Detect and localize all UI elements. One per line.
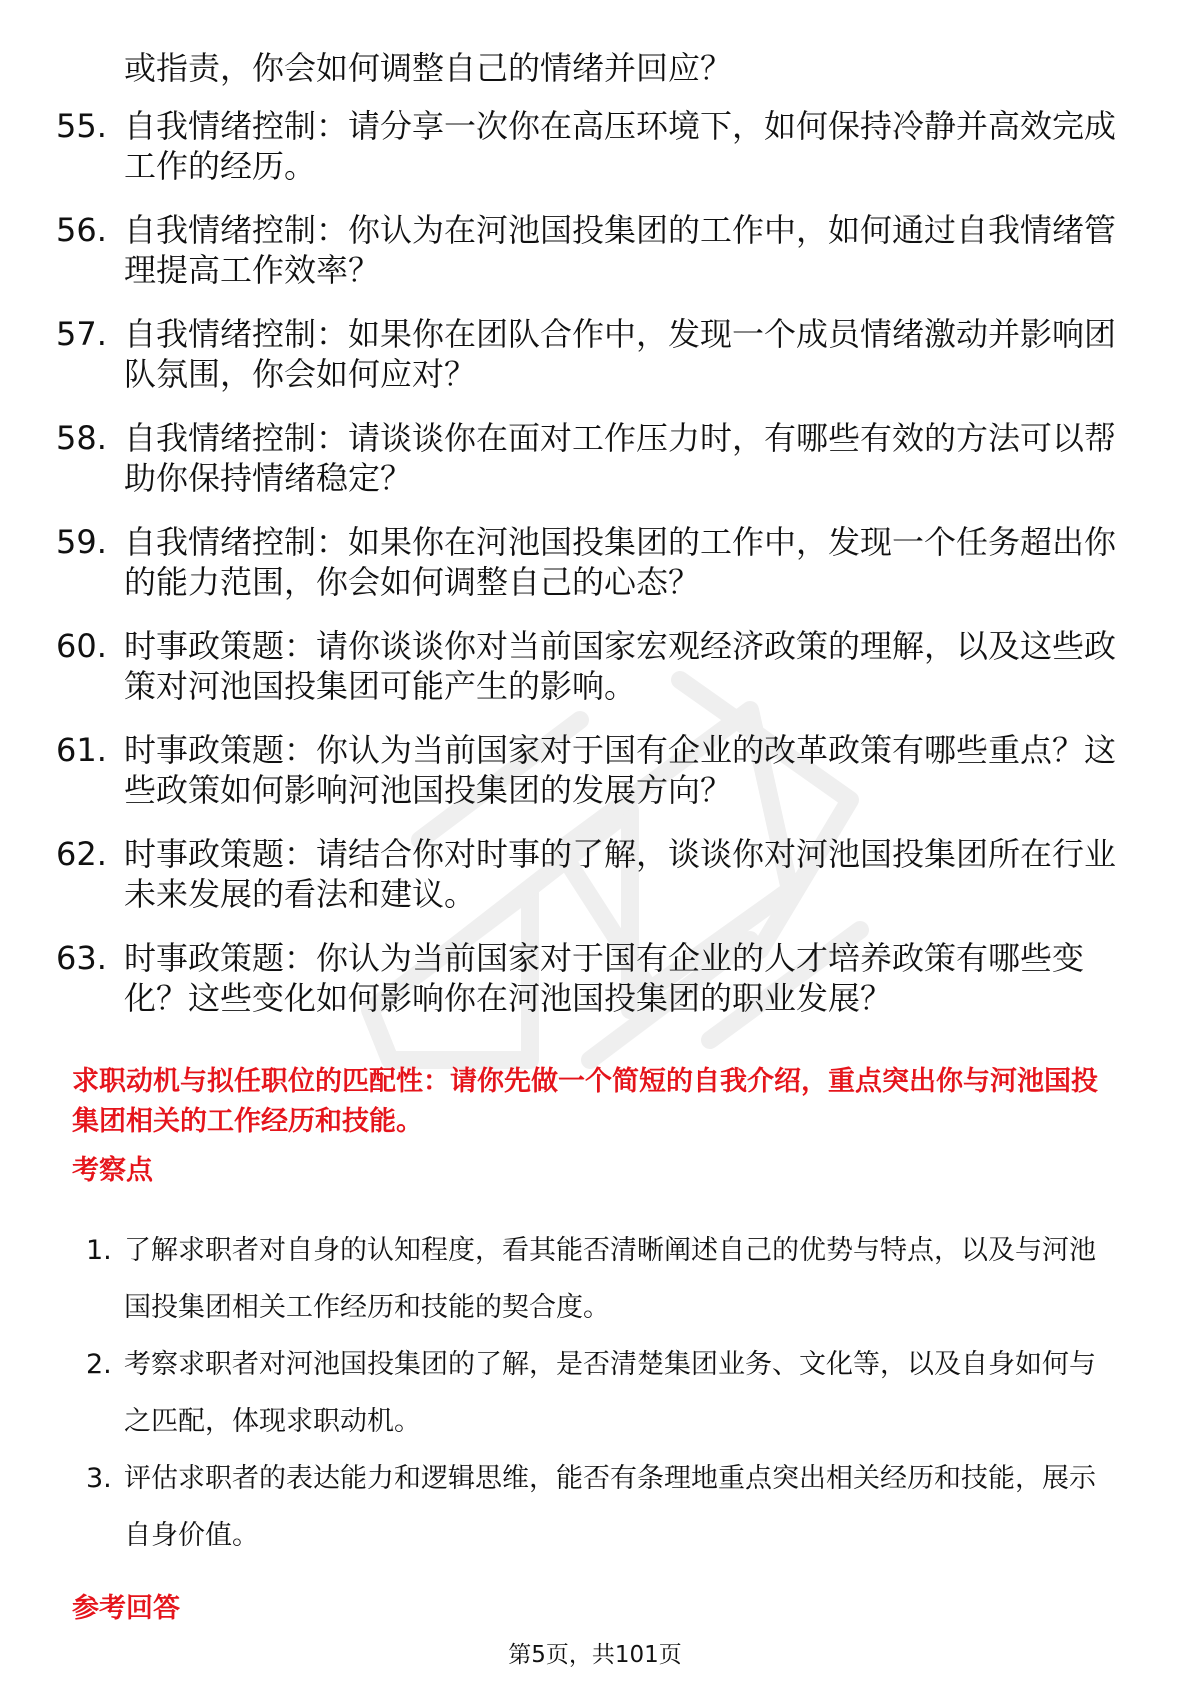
question-number: 63. (56, 939, 107, 977)
point-number: 1. (86, 1235, 112, 1266)
point-item (72, 1222, 1122, 1336)
question-number: 60. (56, 627, 107, 665)
question-text: 自我情绪控制：请分享一次你在高压环境下，如何保持冷静并高效完成工作的经历。 (124, 107, 1117, 185)
question-item-62 (56, 834, 1136, 914)
question-list (56, 48, 1136, 1042)
question-text: 自我情绪控制：请谈谈你在面对工作压力时，有哪些有效的方法可以帮助你保持情绪稳定？ (124, 419, 1117, 497)
question-number: 55. (56, 107, 107, 145)
question-text: 自我情绪控制：你认为在河池国投集团的工作中，如何通过自我情绪管理提高工作效率？ (124, 211, 1117, 289)
point-text: 考察求职者对河池国投集团的了解，是否清楚集团业务、文化等，以及自身如何与之匹配，体现求职动机。 (124, 1349, 1096, 1437)
answer-heading: 参考回答 (72, 1593, 180, 1624)
question-item-56 (56, 210, 1136, 290)
question-text: 时事政策题：请结合你对时事的了解，谈谈你对河池国投集团所在行业未来发展的看法和建议。 (124, 835, 1117, 913)
point-item (72, 1450, 1122, 1564)
page-footer: 第5页，共101页 (508, 1642, 682, 1668)
question-text: 自我情绪控制：如果你在团队合作中，发现一个成员情绪激动并影响团队氛围，你会如何应对？ (124, 315, 1117, 393)
question-number: 59. (56, 523, 107, 561)
question-text: 时事政策题：请你谈谈你对当前国家宏观经济政策的理解，以及这些政策对河池国投集团可能产生的影响。 (124, 627, 1117, 705)
question-item-61 (56, 730, 1136, 810)
question-item-55 (56, 106, 1136, 186)
question-item-58 (56, 418, 1136, 498)
question-item-continued (56, 48, 1136, 88)
question-text: 时事政策题：你认为当前国家对于国有企业的人才培养政策有哪些变化？这些变化如何影响你在河池国投集团的职业发展？ (124, 939, 1085, 1017)
question-item-60 (56, 626, 1136, 706)
points-list (72, 1222, 1122, 1564)
question-item-59 (56, 522, 1136, 602)
point-text: 了解求职者对自身的认知程度，看其能否清晰阐述自己的优势与特点，以及与河池国投集团相关工作经历和技能的契合度。 (124, 1235, 1096, 1323)
question-item-57 (56, 314, 1136, 394)
question-number: 58. (56, 419, 107, 457)
question-text: 或指责，你会如何调整自己的情绪并回应？ (124, 49, 733, 87)
point-number: 2. (86, 1349, 112, 1380)
point-text: 评估求职者的表达能力和逻辑思维，能否有条理地重点突出相关经历和技能，展示自身价值。 (124, 1463, 1096, 1551)
question-number: 56. (56, 211, 107, 249)
question-text: 时事政策题：你认为当前国家对于国有企业的改革政策有哪些重点？这些政策如何影响河池国投集团的发展方向？ (124, 731, 1117, 809)
point-item (72, 1336, 1122, 1450)
question-number: 61. (56, 731, 107, 769)
question-number: 57. (56, 315, 107, 353)
question-text: 自我情绪控制：如果你在河池国投集团的工作中，发现一个任务超出你的能力范围，你会如何调整自己的心态？ (124, 523, 1117, 601)
question-number: 62. (56, 835, 107, 873)
points-heading: 考察点 (72, 1155, 153, 1186)
point-number: 3. (86, 1463, 112, 1494)
question-item-63 (56, 938, 1136, 1018)
highlight-question: 求职动机与拟任职位的匹配性：请你先做一个简短的自我介绍，重点突出你与河池国投集团相关的工作经历和技能。 (72, 1066, 1098, 1137)
